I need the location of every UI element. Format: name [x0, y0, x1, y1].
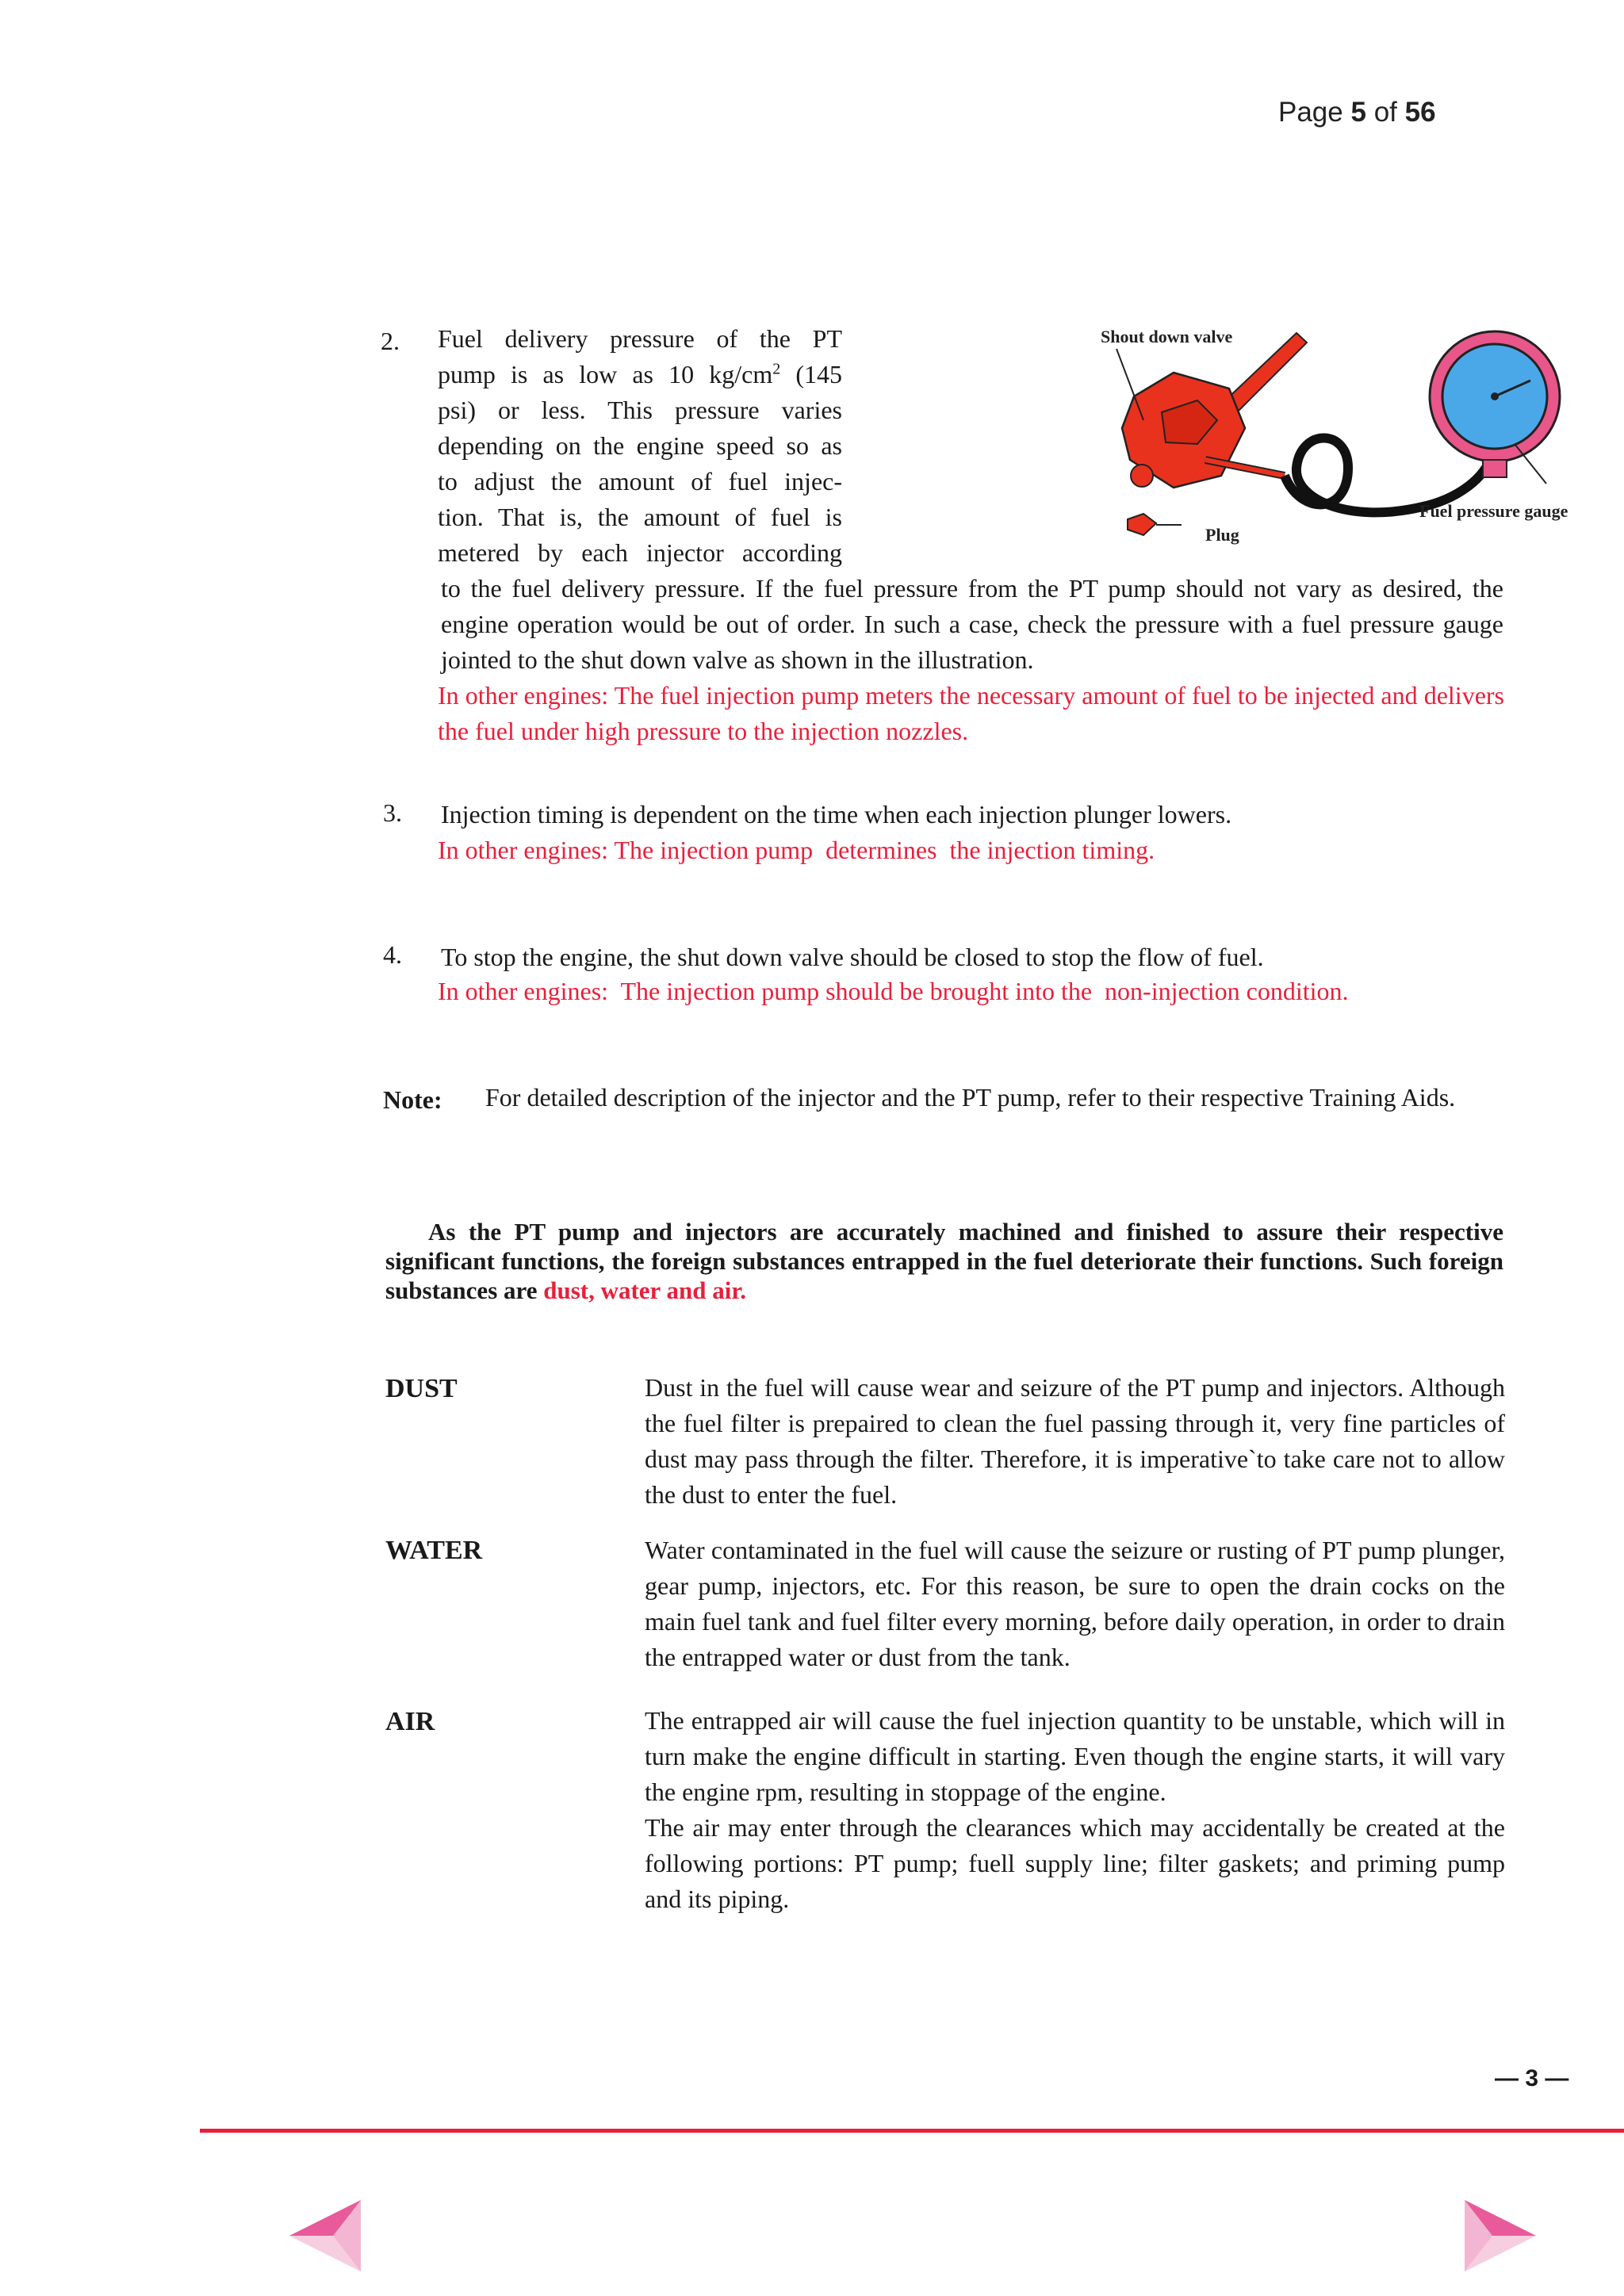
air-description — [645, 1703, 1505, 1917]
item-2-line-6: tion. That is, the amount of fuel is — [438, 503, 842, 531]
item-2-line-7: metered by each injector according — [438, 538, 842, 567]
item-3-text: Injection timing is dependent on the time when each injection plunger lowers. — [441, 800, 1232, 828]
item-2-line-5: to adjust the amount of fuel injec- — [438, 467, 842, 496]
air-description-1: The entrapped air will cause the fuel injection quantity to be unstable, which will in turn make the engine difficult in starting. Even though the engine starts, it will vary the engine rpm, resulting in stoppage of the engine. — [645, 1706, 1505, 1806]
item-2-line-2 — [438, 357, 842, 392]
note-text: For detailed description of the injector and the PT pump, refer to their respective Training Aids. — [485, 1083, 1456, 1112]
item-3-other-engines: In other engines: The injection pump determines the injection timing. — [438, 836, 1155, 864]
item-number-2: 2. — [381, 327, 400, 355]
item-2-line-1: Fuel delivery pressure of the PT — [438, 324, 842, 353]
item-number-3: 3. — [383, 798, 402, 827]
item-number-4: 4. — [383, 940, 402, 969]
intro-text: As the PT pump and injectors are accurately machined and finished to assure their respective significant functions, the foreign substances entrapped in the fuel deteriorate their functions. Such foreign substances are — [385, 1218, 1503, 1304]
valve-label: Shout down valve — [1101, 327, 1233, 346]
page-number: — 3 — — [1495, 2065, 1569, 2091]
item-2-line-3: psi) or less. This pressure varies — [438, 396, 842, 424]
page-indicator — [1278, 97, 1436, 128]
fuel-pressure-figure — [1086, 317, 1594, 571]
page-label: Page — [1278, 97, 1343, 128]
note-label: Note: — [383, 1085, 442, 1114]
term-water: WATER — [385, 1536, 483, 1565]
intro-red-text: dust, water and air. — [543, 1276, 747, 1304]
total-pages: 56 — [1404, 97, 1436, 128]
item-4-other-engines: In other engines: The injection pump should be brought into the non-injection condition. — [438, 977, 1349, 1005]
item-2-line-4: depending on the engine speed so as — [438, 431, 842, 460]
current-page: 5 — [1350, 97, 1366, 128]
footer-divider — [200, 2129, 1624, 2133]
intro-paragraph — [385, 1217, 1503, 1305]
plug-label: Plug — [1205, 525, 1239, 545]
water-description: Water contaminated in the fuel will cause the seizure or rusting of PT pump plunger, gear pump, injectors, etc. For this reason, be sure to open the drain cocks on the main fuel tank and fuel filter every morning, before daily operation, in order to drain the entrapped water or dust from the tank. — [645, 1536, 1505, 1671]
next-page-button[interactable] — [1461, 2196, 1540, 2275]
item-2-other-engines: In other engines: The fuel injection pump meters the necessary amount of fuel to be injected and delivers the fuel under high pressure to the injection nozzles. — [438, 681, 1504, 745]
prev-page-button[interactable] — [285, 2196, 365, 2275]
arrow-left-icon — [285, 2196, 365, 2275]
item-4-text: To stop the engine, the shut down valve should be closed to stop the flow of fuel. — [441, 943, 1264, 971]
item-2-lead — [438, 321, 842, 571]
item-2-line-2a: pump is as low as 10 kg/cm — [438, 360, 773, 388]
of-label: of — [1373, 97, 1397, 128]
item-2-text: to the fuel delivery pressure. If the fuel pressure from the PT pump should not vary as desired, the engine operation would be out of order. In such a case, check the pressure with a fuel pressure gauge jointed to the shut down valve as shown in the illustration. — [441, 574, 1503, 674]
item-2-line-2b: (145 — [780, 360, 843, 388]
air-description-2: The air may enter through the clearances which may accidentally be created at the following portions: PT pump; fuell supply line; filter gaskets; and priming pump and its piping. — [645, 1813, 1505, 1913]
superscript-2: 2 — [772, 360, 781, 378]
term-air: AIR — [385, 1707, 435, 1736]
gauge-label: Fuel pressure gauge — [1419, 501, 1568, 521]
term-dust: DUST — [385, 1374, 458, 1403]
arrow-right-icon — [1461, 2196, 1540, 2275]
dust-description: Dust in the fuel will cause wear and seizure of the PT pump and injectors. Although the fuel filter is prepaired to clean the fuel passing through it, very fine particles of dust may pass through the filter. Therefore, it is imperative`to take care not to allow the dust to enter the fuel. — [645, 1373, 1505, 1509]
pump-gauge-illustration — [1086, 317, 1594, 571]
